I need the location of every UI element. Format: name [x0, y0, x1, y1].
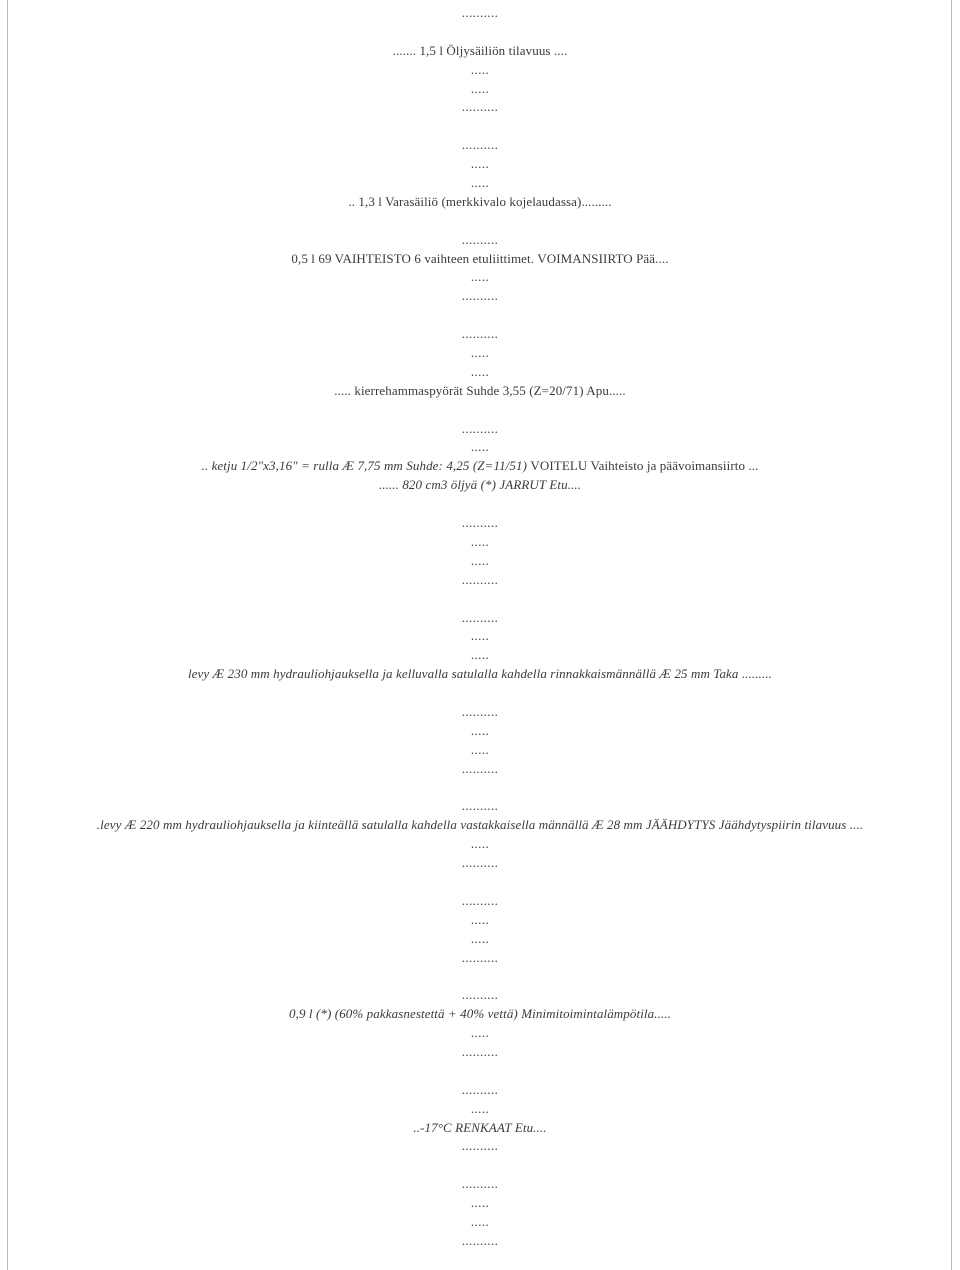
- dot-leader-line: ..........: [461, 949, 499, 965]
- dot-leader-line: ..........: [461, 1232, 499, 1248]
- dot-leader-line: ..........: [461, 420, 499, 436]
- dot-leader-line: .....: [470, 175, 490, 191]
- dot-leader-line: ..........: [461, 1043, 499, 1059]
- dot-leader-line: .....: [470, 647, 490, 663]
- dot-leader-line: ..........: [461, 5, 499, 20]
- spec-text-line: ....... 1,5 l Öljysäiliön tilavuus ....: [392, 42, 568, 58]
- dot-leader-line: ..........: [461, 760, 499, 776]
- blank-line: [0, 401, 960, 420]
- spec-text-line: ..-17°C RENKAAT Etu....: [413, 1119, 547, 1135]
- dot-leader-line: .....: [470, 1100, 490, 1116]
- blank-line: [0, 779, 960, 798]
- dot-leader-line: ..........: [461, 855, 499, 871]
- dot-leader-line: ..........: [461, 1081, 499, 1097]
- dot-leader-line: .....: [470, 1025, 490, 1041]
- blank-line: [0, 212, 960, 231]
- spec-text-line: [0, 457, 960, 476]
- blank-line: [0, 1062, 960, 1081]
- dot-leader-line: ..........: [461, 798, 499, 814]
- blank-line: [0, 495, 960, 514]
- blank-line: [0, 590, 960, 609]
- spec-text-line: 0,9 l (*) (60% pakkasnestettä + 40% vettä) Minimitoimintalämpötila.....: [289, 1006, 671, 1022]
- spec-text-segment: .. ketju 1/2"x3,16" = rulla Æ 7,75 mm Suhde: 4,25 (Z=11/51): [201, 458, 531, 474]
- dot-leader-line: .....: [470, 741, 490, 757]
- dot-leader-line: ..........: [461, 987, 499, 1003]
- blank-line: [0, 306, 960, 325]
- blank-line: [0, 1156, 960, 1175]
- spec-text-line: .. 1,3 l Varasäiliö (merkkivalo kojelaudassa).........: [348, 193, 612, 209]
- dot-leader-line: .....: [470, 363, 490, 379]
- dot-leader-line: .....: [470, 156, 490, 172]
- spec-text-line: ...... 820 cm3 öljyä (*) JARRUT Etu....: [378, 477, 582, 493]
- dot-leader-line: .....: [470, 836, 490, 852]
- spec-text-line: ..... kierrehammaspyörät Suhde 3,55 (Z=20/71) Apu.....: [334, 382, 626, 398]
- dot-leader-line: ..........: [461, 1138, 499, 1154]
- dot-leader-line: .....: [470, 533, 490, 549]
- dot-leader-line: .....: [470, 345, 490, 361]
- blank-line: [0, 23, 960, 42]
- blank-line: [0, 117, 960, 136]
- dot-leader-line: ..........: [461, 571, 499, 587]
- dot-leader-line: .....: [470, 722, 490, 738]
- spec-text-line: .levy Æ 220 mm hydrauliohjauksella ja kiinteällä satulalla kahdella vastakkaisella männällä Æ 28 mm JÄÄHDYTYS Jäähdytyspiirin tilavuus ....: [96, 817, 864, 833]
- dot-leader-line: .....: [470, 80, 490, 96]
- blank-line: [0, 873, 960, 892]
- document-body: [0, 4, 960, 1251]
- dot-leader-line: ..........: [461, 288, 499, 304]
- dot-leader-line: ..........: [461, 515, 499, 531]
- dot-leader-line: .....: [470, 1195, 490, 1211]
- dot-leader-line: .....: [470, 552, 490, 568]
- dot-leader-line: ..........: [461, 1176, 499, 1192]
- dot-leader-line: ..........: [461, 137, 499, 153]
- spec-text-line: levy Æ 230 mm hydrauliohjauksella ja kelluvalla satulalla kahdella rinnakkaismännällä Æ 25 mm Taka .........: [187, 666, 773, 682]
- dot-leader-line: .....: [470, 911, 490, 927]
- dot-leader-line: ..........: [461, 892, 499, 908]
- dot-leader-line: ..........: [461, 231, 499, 247]
- dot-leader-line: ..........: [461, 326, 499, 342]
- dot-leader-line: .....: [470, 930, 490, 946]
- dot-leader-line: .....: [470, 269, 490, 285]
- dot-leader-line: .....: [470, 61, 490, 77]
- dot-leader-line: .....: [470, 439, 490, 455]
- blank-line: [0, 684, 960, 703]
- dot-leader-line: .....: [470, 1214, 490, 1229]
- dot-leader-line: ..........: [461, 99, 499, 115]
- dot-leader-line: .....: [470, 628, 490, 644]
- blank-line: [0, 967, 960, 986]
- spec-text-segment: VOITELU Vaihteisto ja päävoimansiirto ...: [530, 458, 759, 474]
- spec-text-line: 0,5 l 69 VAIHTEISTO 6 vaihteen etuliittimet. VOIMANSIIRTO Pää....: [291, 250, 669, 266]
- dot-leader-line: ..........: [461, 703, 499, 719]
- dot-leader-line: ..........: [461, 609, 499, 625]
